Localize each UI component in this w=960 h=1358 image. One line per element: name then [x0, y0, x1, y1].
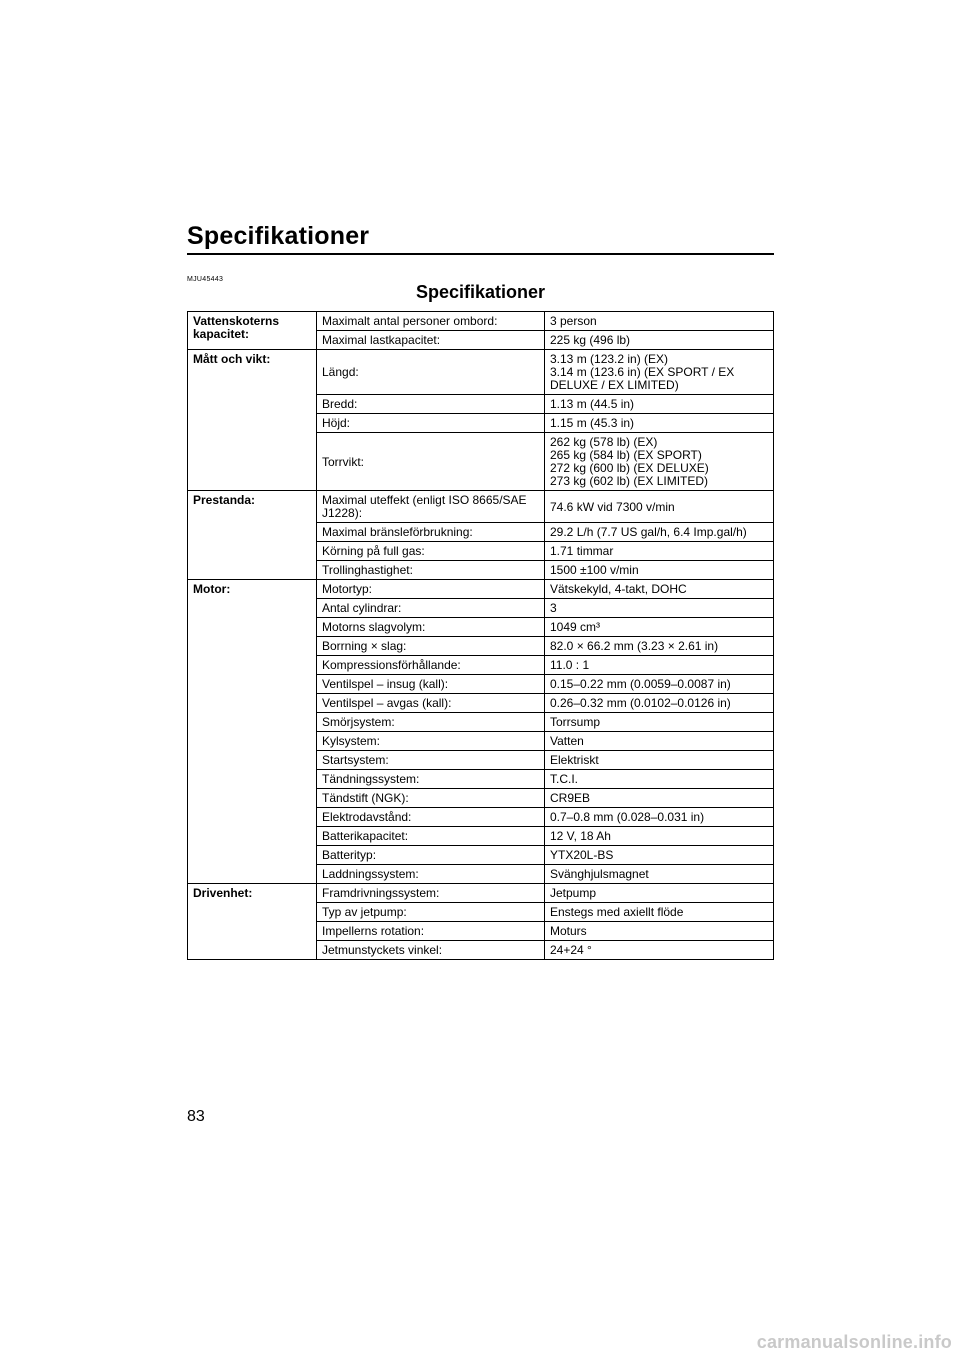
spec-row — [188, 580, 774, 599]
spec-category: Drivenhet: — [188, 884, 317, 960]
spec-label: Ventilspel – avgas (kall): — [317, 694, 545, 713]
spec-value: 3 person — [545, 312, 774, 331]
section-title: Specifikationer — [415, 282, 546, 302]
page-header-title: Specifikationer — [187, 222, 370, 250]
spec-value: Vätskekyld, 4-takt, DOHC — [545, 580, 774, 599]
spec-value: T.C.I. — [545, 770, 774, 789]
spec-value: 0.15–0.22 mm (0.0059–0.0087 in) — [545, 675, 774, 694]
spec-label: Impellerns rotation: — [317, 922, 545, 941]
spec-label: Framdrivningssystem: — [317, 884, 545, 903]
spec-label: Typ av jetpump: — [317, 903, 545, 922]
spec-value: 0.26–0.32 mm (0.0102–0.0126 in) — [545, 694, 774, 713]
spec-label: Maximal lastkapacitet: — [317, 331, 545, 350]
spec-value: Moturs — [545, 922, 774, 941]
header-divider — [187, 253, 774, 255]
spec-label: Körning på full gas: — [317, 542, 545, 561]
spec-value: 11.0 : 1 — [545, 656, 774, 675]
spec-label: Tändstift (NGK): — [317, 789, 545, 808]
spec-row — [188, 884, 774, 903]
spec-value: 82.0 × 66.2 mm (3.23 × 2.61 in) — [545, 637, 774, 656]
spec-label: Jetmunstyckets vinkel: — [317, 941, 545, 960]
spec-value: 3 — [545, 599, 774, 618]
spec-value: 3.13 m (123.2 in) (EX) 3.14 m (123.6 in) (EX SPORT / EX DELUXE / EX LIMITED) — [545, 350, 774, 395]
spec-label: Längd: — [317, 350, 545, 395]
spec-value: 0.7–0.8 mm (0.028–0.031 in) — [545, 808, 774, 827]
spec-label: Maximal bränsleförbrukning: — [317, 523, 545, 542]
specifications-table-body — [188, 312, 774, 960]
spec-category: Motor: — [188, 580, 317, 884]
spec-label: Laddningssystem: — [317, 865, 545, 884]
spec-value: 1.13 m (44.5 in) — [545, 395, 774, 414]
spec-category: Vattenskoterns kapacitet: — [188, 312, 317, 350]
spec-value: CR9EB — [545, 789, 774, 808]
spec-value: 1.15 m (45.3 in) — [545, 414, 774, 433]
spec-value: 225 kg (496 lb) — [545, 331, 774, 350]
spec-label: Trollinghastighet: — [317, 561, 545, 580]
spec-label: Motorns slagvolym: — [317, 618, 545, 637]
spec-value: 1049 cm³ — [545, 618, 774, 637]
spec-label: Batterityp: — [317, 846, 545, 865]
spec-value: 12 V, 18 Ah — [545, 827, 774, 846]
spec-label: Höjd: — [317, 414, 545, 433]
spec-label: Antal cylindrar: — [317, 599, 545, 618]
spec-value: Vatten — [545, 732, 774, 751]
spec-label: Bredd: — [317, 395, 545, 414]
spec-value: 262 kg (578 lb) (EX) 265 kg (584 lb) (EX SPORT) 272 kg (600 lb) (EX DELUXE) 273 kg (602 lb) (EX LIMITED) — [545, 433, 774, 491]
spec-value: 1.71 timmar — [545, 542, 774, 561]
spec-label: Batterikapacitet: — [317, 827, 545, 846]
spec-label: Ventilspel – insug (kall): — [317, 675, 545, 694]
spec-value: Elektriskt — [545, 751, 774, 770]
spec-label: Elektrodavstånd: — [317, 808, 545, 827]
spec-value: Torrsump — [545, 713, 774, 732]
page-number: 83 — [187, 1108, 205, 1125]
spec-label: Startsystem: — [317, 751, 545, 770]
spec-value: 74.6 kW vid 7300 v/min — [545, 491, 774, 523]
spec-value: 29.2 L/h (7.7 US gal/h, 6.4 Imp.gal/h) — [545, 523, 774, 542]
spec-label: Borrning × slag: — [317, 637, 545, 656]
spec-label: Kylsystem: — [317, 732, 545, 751]
spec-value: Enstegs med axiellt flöde — [545, 903, 774, 922]
specifications-table — [187, 311, 774, 960]
spec-value: 24+24 ° — [545, 941, 774, 960]
spec-label: Maximalt antal personer ombord: — [317, 312, 545, 331]
spec-row — [188, 491, 774, 523]
spec-value: Jetpump — [545, 884, 774, 903]
spec-value: YTX20L-BS — [545, 846, 774, 865]
spec-label: Torrvikt: — [317, 433, 545, 491]
spec-label: Tändningssystem: — [317, 770, 545, 789]
spec-value: 1500 ±100 v/min — [545, 561, 774, 580]
watermark-url: carmanualsonline.info — [756, 1332, 952, 1352]
spec-category: Mått och vikt: — [188, 350, 317, 491]
document-code: MJU45443 — [187, 276, 224, 283]
spec-row — [188, 350, 774, 395]
spec-value: Svänghjulsmagnet — [545, 865, 774, 884]
spec-label: Motortyp: — [317, 580, 545, 599]
spec-label: Smörjsystem: — [317, 713, 545, 732]
spec-category: Prestanda: — [188, 491, 317, 580]
spec-row — [188, 312, 774, 331]
spec-label: Kompressionsförhållande: — [317, 656, 545, 675]
spec-label: Maximal uteffekt (enligt ISO 8665/SAE J1228): — [317, 491, 545, 523]
